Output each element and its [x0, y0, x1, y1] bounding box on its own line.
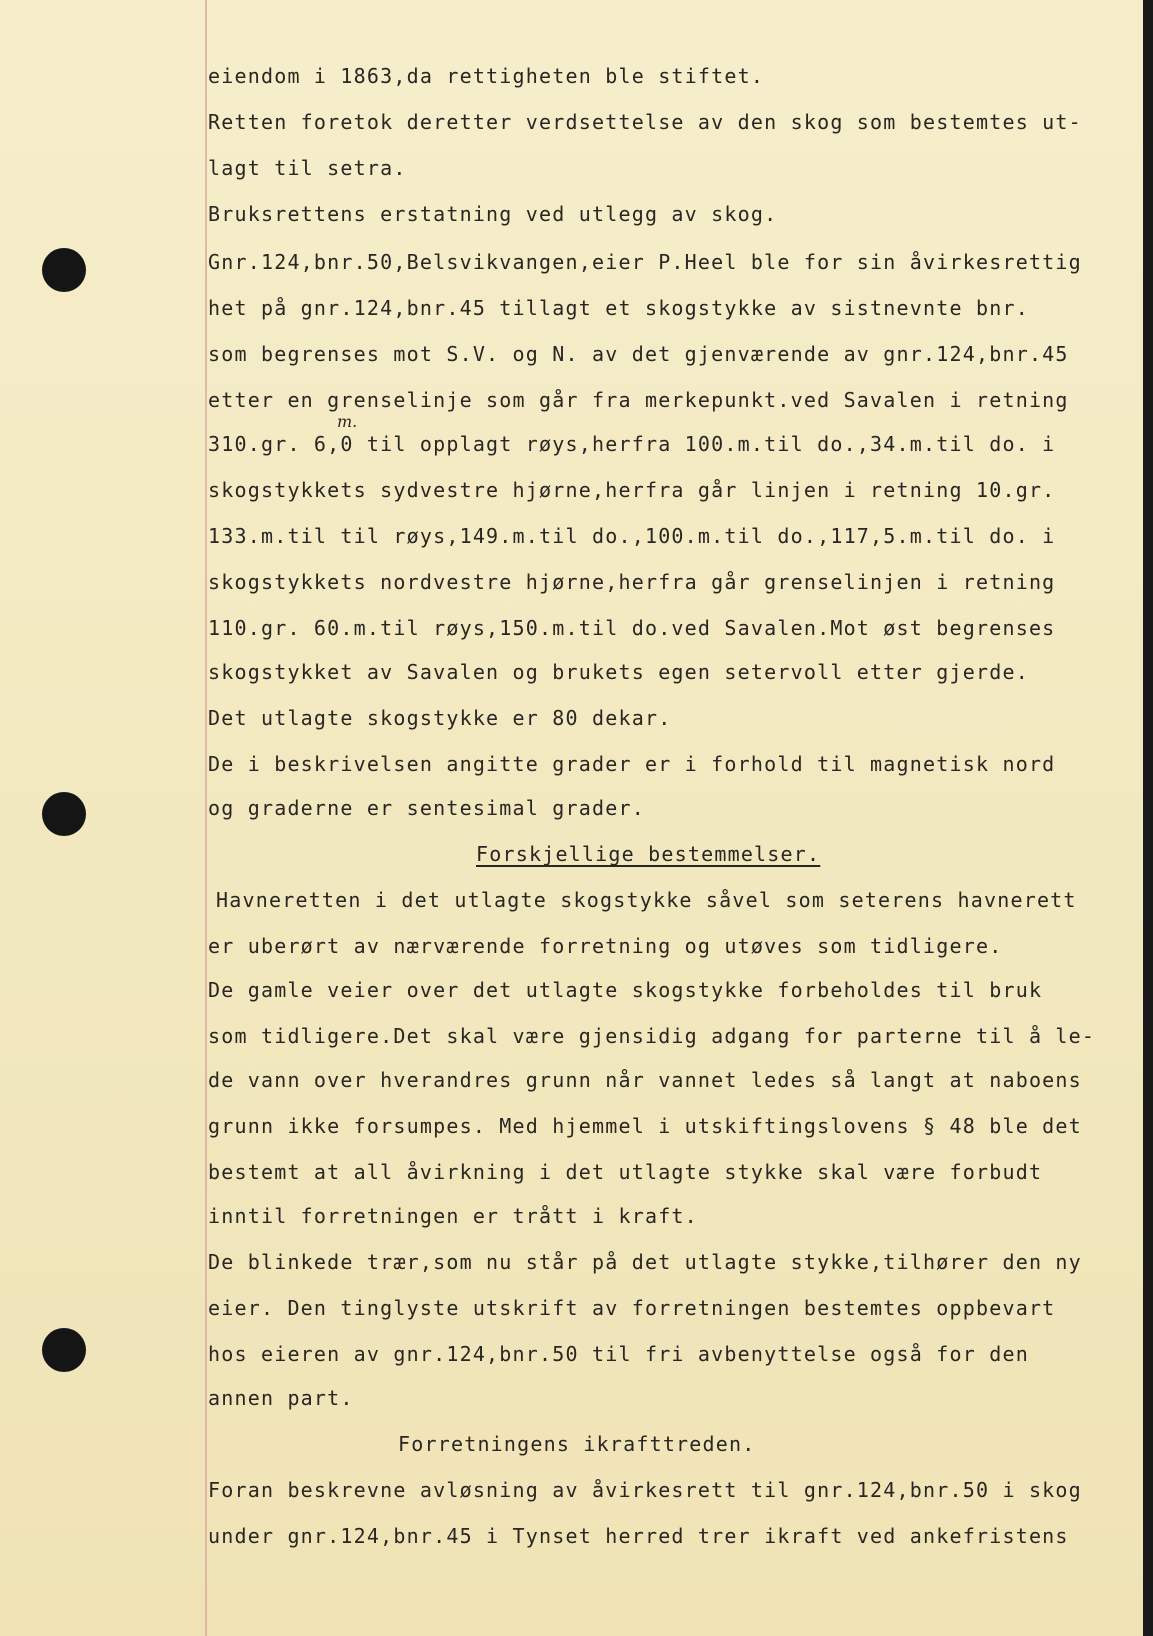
text-line: Gnr.124,bnr.50,Belsvikvangen,eier P.Heel ble for sin åvirkesrettig: [208, 250, 1082, 274]
text-line: 133.m.til til røys,149.m.til do.,100.m.til do.,117,5.m.til do. i: [208, 524, 1056, 548]
text-line: lagt til setra.: [208, 156, 407, 180]
section-heading: Forretningens ikrafttreden.: [398, 1432, 756, 1456]
text-line: Retten foretok deretter verdsettelse av den skog som bestemtes ut-: [208, 110, 1082, 134]
text-line: inntil forretningen er trått i kraft.: [208, 1204, 698, 1228]
section-heading: Forskjellige bestemmelser.: [476, 842, 821, 866]
text-line: Havneretten i det utlagte skogstykke såvel som seterens havnerett: [216, 888, 1077, 912]
text-line: som tidligere.Det skal være gjensidig adgang for parterne til å le-: [208, 1024, 1096, 1048]
text-line: annen part.: [208, 1386, 354, 1410]
text-line: under gnr.124,bnr.45 i Tynset herred trer ikraft ved ankefristens: [208, 1524, 1069, 1548]
text-line: grunn ikke forsumpes. Med hjemmel i utskiftingslovens § 48 ble det: [208, 1114, 1082, 1138]
punch-hole: [42, 792, 86, 836]
text-line: eier. Den tinglyste utskrift av forretningen bestemtes oppbevart: [208, 1296, 1056, 1320]
text-line: Det utlagte skogstykke er 80 dekar.: [208, 706, 672, 730]
text-line: skogstykket av Savalen og brukets egen setervoll etter gjerde.: [208, 660, 1029, 684]
text-line: 110.gr. 60.m.til røys,150.m.til do.ved Savalen.Mot øst begrenses: [208, 616, 1056, 640]
punch-hole: [42, 1328, 86, 1372]
text-line: som begrenses mot S.V. og N. av det gjenværende av gnr.124,bnr.45: [208, 342, 1069, 366]
text-line: De i beskrivelsen angitte grader er i forhold til magnetisk nord: [208, 752, 1056, 776]
text-line: og graderne er sentesimal grader.: [208, 796, 645, 820]
text-line: Bruksrettens erstatning ved utlegg av skog.: [208, 202, 778, 226]
text-line: bestemt at all åvirkning i det utlagte stykke skal være forbudt: [208, 1160, 1043, 1184]
margin-line: [205, 0, 207, 1636]
text-line: skogstykkets nordvestre hjørne,herfra går grenselinjen i retning: [208, 570, 1056, 594]
punch-hole: [42, 248, 86, 292]
text-line: er uberørt av nærværende forretning og utøves som tidligere.: [208, 934, 1003, 958]
handwritten-superscript: m.: [337, 412, 358, 431]
text-line: Foran beskrevne avløsning av åvirkesrett til gnr.124,bnr.50 i skog: [208, 1478, 1082, 1502]
text-line: hos eieren av gnr.124,bnr.50 til fri avbenyttelse også for den: [208, 1342, 1029, 1366]
text-line: De blinkede trær,som nu står på det utlagte stykke,tilhører den ny: [208, 1250, 1082, 1274]
text-line: het på gnr.124,bnr.45 tillagt et skogstykke av sistnevnte bnr.: [208, 296, 1029, 320]
text-line: eiendom i 1863,da rettigheten ble stiftet.: [208, 64, 765, 88]
text-line: 310.gr. 6,0 til opplagt røys,herfra 100.m.til do.,34.m.til do. i: [208, 432, 1056, 456]
text-line: De gamle veier over det utlagte skogstykke forbeholdes til bruk: [208, 978, 1043, 1002]
text-line: de vann over hverandres grunn når vannet ledes så langt at naboens: [208, 1068, 1082, 1092]
text-line: etter en grenselinje som går fra merkepunkt.ved Savalen i retning: [208, 388, 1069, 412]
text-line: skogstykkets sydvestre hjørne,herfra går linjen i retning 10.gr.: [208, 478, 1056, 502]
